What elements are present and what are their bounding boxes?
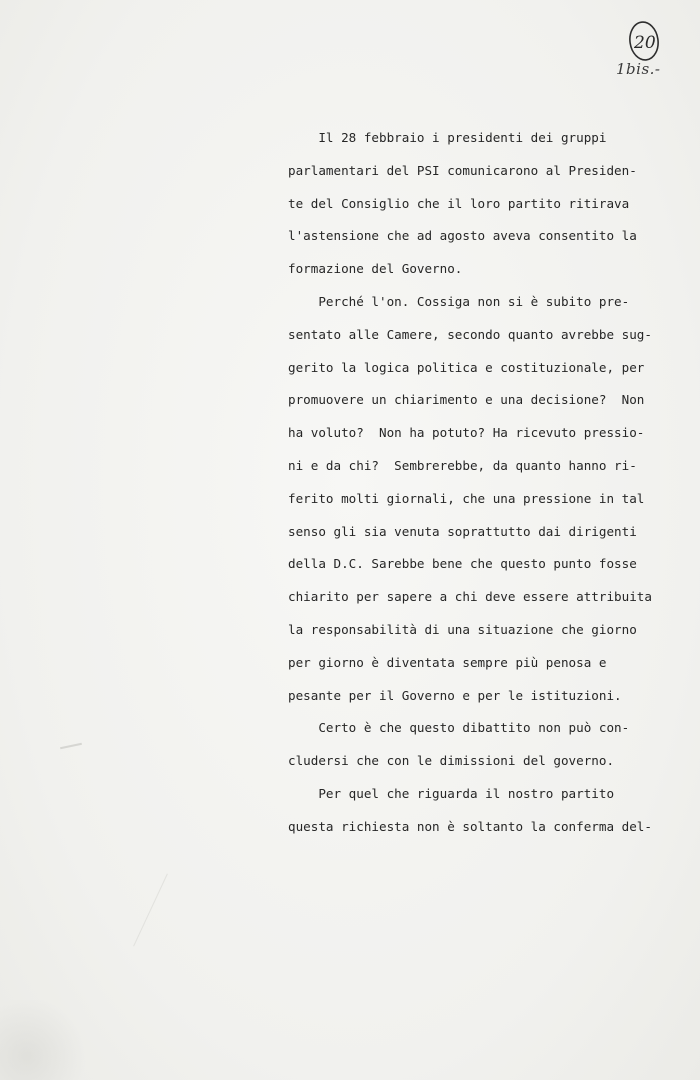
text-line: ha voluto? Non ha potuto? Ha ricevuto pressio- — [288, 425, 645, 441]
text-line: Perché l'on. Cossiga non si è subito pre- — [288, 293, 630, 309]
text-line: l'astensione che ad agosto aveva consentito la — [288, 228, 637, 244]
text-line: la responsabilità di una situazione che giorno — [288, 621, 637, 637]
text-line: promuovere un chiarimento e una decisione? Non — [288, 392, 645, 408]
text-line: Certo è che questo dibattito non può con- — [288, 720, 630, 736]
text-line: senso gli sia venuta soprattutto dai dirigenti — [288, 523, 637, 539]
text-line: ni e da chi? Sembrerebbe, da quanto hanno ri- — [288, 457, 637, 473]
page-number-text: 20 — [634, 33, 656, 53]
page-number-stamp — [628, 20, 660, 62]
text-line: parlamentari del PSI comunicarono al Presiden- — [288, 162, 637, 178]
paper-crease — [133, 874, 168, 947]
handwritten-annotation: 1bis.- — [616, 60, 661, 78]
text-line: formazione del Governo. — [288, 261, 463, 277]
text-line: gerito la logica politica e costituzionale, per — [288, 359, 645, 375]
body-text — [288, 122, 696, 844]
corner-stain — [0, 1000, 90, 1080]
text-line: Il 28 febbraio i presidenti dei gruppi — [288, 130, 607, 145]
text-line: pesante per il Governo e per le istituzioni. — [288, 687, 622, 703]
text-line: della D.C. Sarebbe bene che questo punto fosse — [288, 556, 637, 572]
text-line: ferito molti giornali, che una pressione in tal — [288, 490, 645, 506]
text-line: sentato alle Camere, secondo quanto avrebbe sug- — [288, 326, 652, 342]
margin-mark — [60, 743, 82, 750]
text-line: chiarito per sapere a chi deve essere attribuita — [288, 589, 652, 605]
text-line: cludersi che con le dimissioni del governo. — [288, 753, 615, 769]
text-line: Per quel che riguarda il nostro partito — [288, 785, 615, 801]
text-line: te del Consiglio che il loro partito ritirava — [288, 195, 630, 211]
text-line: questa richiesta non è soltanto la conferma del- — [288, 818, 652, 834]
text-line: per giorno è diventata sempre più penosa e — [288, 654, 607, 670]
